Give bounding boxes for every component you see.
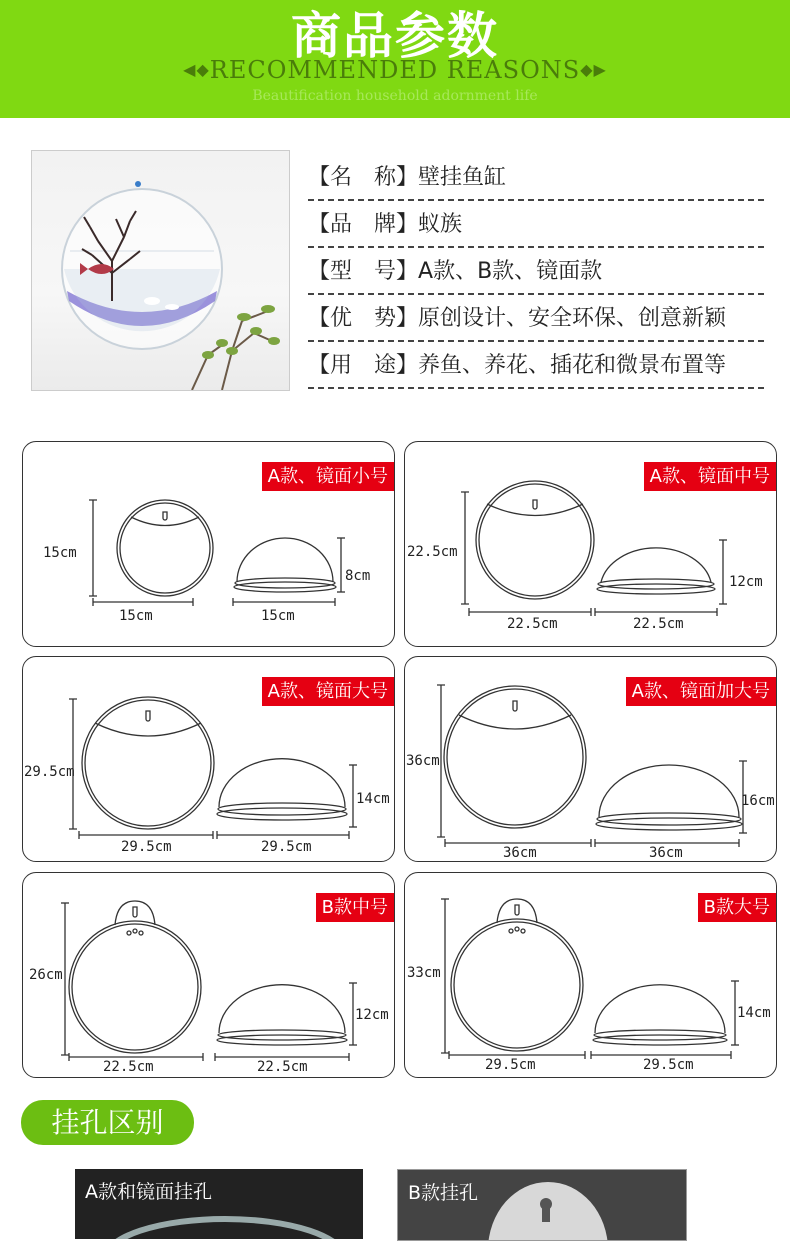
banner-subtitle	[0, 56, 790, 84]
right-arrow-icon: ◆▶	[580, 60, 607, 79]
info-label: 【型 号】	[308, 259, 419, 284]
spec-label: A款、镜面加大号	[626, 677, 776, 706]
info-row-advantage	[308, 295, 764, 342]
dim-height: 29.5cm	[24, 764, 75, 780]
spec-label: A款、镜面小号	[262, 462, 394, 491]
info-row-brand	[308, 201, 764, 248]
spec-card-a-large	[22, 656, 395, 862]
spec-label: A款、镜面大号	[262, 677, 394, 706]
info-value: A款、B款、镜面款	[418, 259, 603, 284]
dim-dome-height: 12cm	[729, 574, 763, 590]
product-info-list	[308, 154, 764, 389]
hole-label: A款和镜面挂孔	[85, 1181, 212, 1203]
dim-dome-height: 14cm	[737, 1005, 771, 1021]
dim-height: 36cm	[406, 753, 440, 769]
info-label: 【名 称】	[308, 165, 419, 190]
dim-dome-width: 22.5cm	[633, 616, 684, 632]
dim-dome-width: 15cm	[261, 608, 295, 624]
dim-dome-width: 29.5cm	[643, 1057, 694, 1073]
dim-dome-width: 29.5cm	[261, 839, 312, 855]
banner-subtitle-text: RECOMMENDED REASONS	[209, 56, 581, 84]
hole-photo-a	[75, 1169, 363, 1239]
dim-dome-width: 36cm	[649, 845, 683, 861]
dim-width: 22.5cm	[103, 1059, 154, 1075]
spec-label: B款中号	[316, 893, 394, 922]
spec-label: A款、镜面中号	[644, 462, 776, 491]
spec-card-a-medium	[404, 441, 777, 647]
header-banner	[0, 0, 790, 118]
dim-width: 29.5cm	[121, 839, 172, 855]
dim-dome-height: 8cm	[345, 568, 371, 584]
dim-dome-height: 16cm	[741, 793, 775, 809]
info-value: 蚁族	[418, 212, 463, 237]
dim-dome-height: 14cm	[356, 791, 390, 807]
spec-card-b-medium	[22, 872, 395, 1078]
info-label: 【用 途】	[308, 353, 419, 378]
page-title: 商品参数	[291, 7, 499, 65]
info-row-model	[308, 248, 764, 295]
info-label: 【品 牌】	[308, 212, 419, 237]
dim-height: 33cm	[407, 965, 441, 981]
section-title-hanging-hole: 挂孔区别	[21, 1100, 194, 1145]
info-row-usage	[308, 342, 764, 389]
dim-dome-width: 22.5cm	[257, 1059, 308, 1075]
product-photo	[31, 150, 290, 391]
spec-card-a-small	[22, 441, 395, 647]
dim-width: 22.5cm	[507, 616, 558, 632]
left-arrow-icon: ◀◆	[183, 60, 210, 79]
product-photo-illustration	[32, 151, 289, 390]
spec-label: B款大号	[698, 893, 776, 922]
dim-height: 15cm	[43, 545, 77, 561]
dim-width: 36cm	[503, 845, 537, 861]
info-label: 【优 势】	[308, 306, 419, 331]
dim-width: 29.5cm	[485, 1057, 536, 1073]
dim-height: 26cm	[29, 967, 63, 983]
hole-label: B款挂孔	[408, 1182, 479, 1204]
spec-card-b-large	[404, 872, 777, 1078]
spec-card-a-xlarge	[404, 656, 777, 862]
info-row-name	[308, 154, 764, 201]
info-value: 养鱼、养花、插花和微景布置等	[418, 353, 727, 378]
banner-tagline: Beautification household adornment life	[252, 88, 538, 104]
info-value: 原创设计、安全环保、创意新颖	[418, 306, 727, 331]
dim-width: 15cm	[119, 608, 153, 624]
dim-dome-height: 12cm	[355, 1007, 389, 1023]
info-value: 壁挂鱼缸	[418, 165, 507, 190]
dim-height: 22.5cm	[407, 544, 458, 560]
hole-photo-b	[397, 1169, 687, 1241]
